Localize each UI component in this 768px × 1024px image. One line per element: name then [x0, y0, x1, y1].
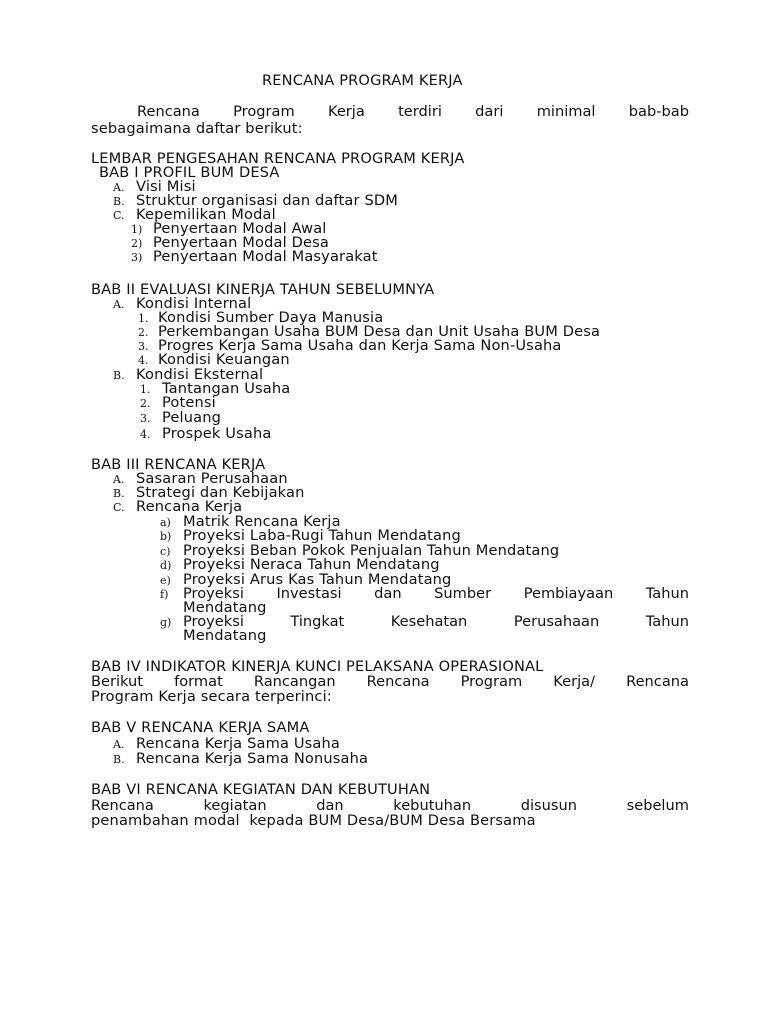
intro-line-2: sebagaimana daftar berikut: [91, 120, 303, 137]
intro-word: bab-bab [628, 103, 689, 120]
list-item: Penyertaan Modal Masyarakat [153, 248, 378, 265]
list-marker: A. [113, 181, 125, 194]
list-marker: C. [113, 501, 125, 514]
list-marker: 2. [138, 326, 149, 339]
bab-3-heading: BAB III RENCANA KERJA [91, 456, 266, 473]
list-marker: 1) [131, 223, 143, 236]
list-item: Struktur organisasi dan daftar SDM [136, 192, 399, 209]
list-item: Kepemilikan Modal [136, 206, 276, 223]
word: Rancangan [253, 673, 336, 690]
intro-word: Program [233, 103, 295, 120]
list-marker: B. [113, 195, 125, 208]
list-item-continuation: Mendatang [183, 599, 267, 616]
bab-4-paragraph-line-2: Program Kerja secara terperinci: [91, 688, 332, 705]
list-item: Kondisi Eksternal [136, 366, 264, 383]
list-item: Kondisi Keuangan [158, 351, 290, 368]
list-item: Peluang [162, 409, 222, 426]
word: Kerja/ [553, 673, 596, 690]
list-marker: A. [113, 298, 125, 311]
word: Tahun [645, 613, 689, 630]
list-marker: 2) [131, 237, 143, 250]
list-item: Perkembangan Usaha BUM Desa dan Unit Usaha BUM Desa [158, 323, 601, 340]
list-marker: e) [160, 574, 171, 587]
word: Kesehatan [390, 613, 468, 630]
intro-line-1 [137, 103, 689, 120]
list-item: Progres Kerja Sama Usaha dan Kerja Sama Non-Usaha [158, 337, 562, 354]
list-item: Kondisi Internal [136, 295, 252, 312]
intro-word: Rencana [137, 103, 200, 120]
word: sebelum [626, 797, 689, 814]
word: Rencana [366, 673, 430, 690]
word: format [174, 673, 223, 690]
word: kegiatan [203, 797, 267, 814]
word: Sumber [434, 585, 492, 602]
list-item: Penyertaan Modal Desa [153, 234, 329, 251]
word: Berikut [91, 673, 144, 690]
word: Tahun [645, 585, 689, 602]
word: dan [374, 585, 402, 602]
word: disusun [520, 797, 577, 814]
list-marker: 3. [138, 340, 149, 353]
word: Program [460, 673, 523, 690]
word: Investasi [276, 585, 342, 602]
bab-1-heading: BAB I PROFIL BUM DESA [99, 164, 280, 181]
list-marker: f) [160, 588, 169, 601]
list-item: Proyeksi Beban Pokok Penjualan Tahun Mendatang [183, 542, 560, 559]
list-item: Kondisi Sumber Daya Manusia [158, 309, 384, 326]
list-item: Strategi dan Kebijakan [136, 484, 305, 501]
list-item: Rencana Kerja Sama Usaha [136, 735, 340, 752]
list-item: Matrik Rencana Kerja [183, 513, 341, 530]
list-marker: g) [160, 616, 172, 629]
word: Rencana [626, 673, 689, 690]
list-marker: 4. [140, 428, 151, 441]
list-item: Rencana Kerja [136, 498, 243, 515]
document-title: RENCANA PROGRAM KERJA [262, 72, 463, 89]
bab-4-heading: BAB IV INDIKATOR KINERJA KUNCI PELAKSANA OPERASIONAL [91, 658, 544, 675]
bab-6-heading: BAB VI RENCANA KEGIATAN DAN KEBUTUHAN [91, 781, 431, 798]
bab-6-paragraph-line-2: penambahan modal kepada BUM Desa/BUM Desa Bersama [91, 812, 536, 829]
word: Proyeksi [183, 613, 244, 630]
list-item: Prospek Usaha [162, 425, 272, 442]
list-marker: b) [160, 530, 172, 543]
list-marker: 1. [140, 383, 151, 396]
list-marker: 2. [140, 397, 151, 410]
intro-word: dari [475, 103, 504, 120]
list-item: Rencana Kerja Sama Nonusaha [136, 750, 369, 767]
list-item: Proyeksi Neraca Tahun Mendatang [183, 556, 440, 573]
list-item: Potensi [162, 394, 216, 411]
list-marker: A. [113, 738, 125, 751]
lembar-pengesahan-heading: LEMBAR PENGESAHAN RENCANA PROGRAM KERJA [91, 150, 465, 167]
list-marker: B. [113, 753, 125, 766]
intro-word: terdiri [398, 103, 442, 120]
word: kebutuhan [393, 797, 472, 814]
list-marker: B. [113, 369, 125, 382]
list-item-continuation: Mendatang [183, 627, 267, 644]
word: Proyeksi [183, 585, 244, 602]
word: Perusahaan [513, 613, 600, 630]
word: dan [316, 797, 344, 814]
list-marker: d) [160, 559, 172, 572]
list-marker: 1. [138, 312, 149, 325]
bab-2-heading: BAB II EVALUASI KINERJA TAHUN SEBELUMNYA [91, 281, 435, 298]
list-item: Visi Misi [136, 178, 196, 195]
list-marker: 3) [131, 251, 143, 264]
bab-5-heading: BAB V RENCANA KERJA SAMA [91, 719, 310, 736]
list-item: Sasaran Perusahaan [136, 470, 288, 487]
list-marker: 4. [138, 354, 149, 367]
word: Pembiayaan [523, 585, 614, 602]
word: Rencana [91, 797, 154, 814]
word: Tingkat [290, 613, 345, 630]
intro-word: Kerja [327, 103, 365, 120]
list-item: Proyeksi Laba-Rugi Tahun Mendatang [183, 527, 461, 544]
list-marker: 3. [140, 412, 151, 425]
list-marker: B. [113, 487, 125, 500]
list-item: Penyertaan Modal Awal [153, 220, 327, 237]
list-item: Proyeksi Arus Kas Tahun Mendatang [183, 571, 452, 588]
list-marker: a) [160, 516, 171, 529]
list-marker: c) [160, 545, 171, 558]
list-marker: C. [113, 209, 125, 222]
intro-word: minimal [536, 103, 596, 120]
list-item: Tantangan Usaha [162, 380, 291, 397]
list-marker: A. [113, 473, 125, 486]
